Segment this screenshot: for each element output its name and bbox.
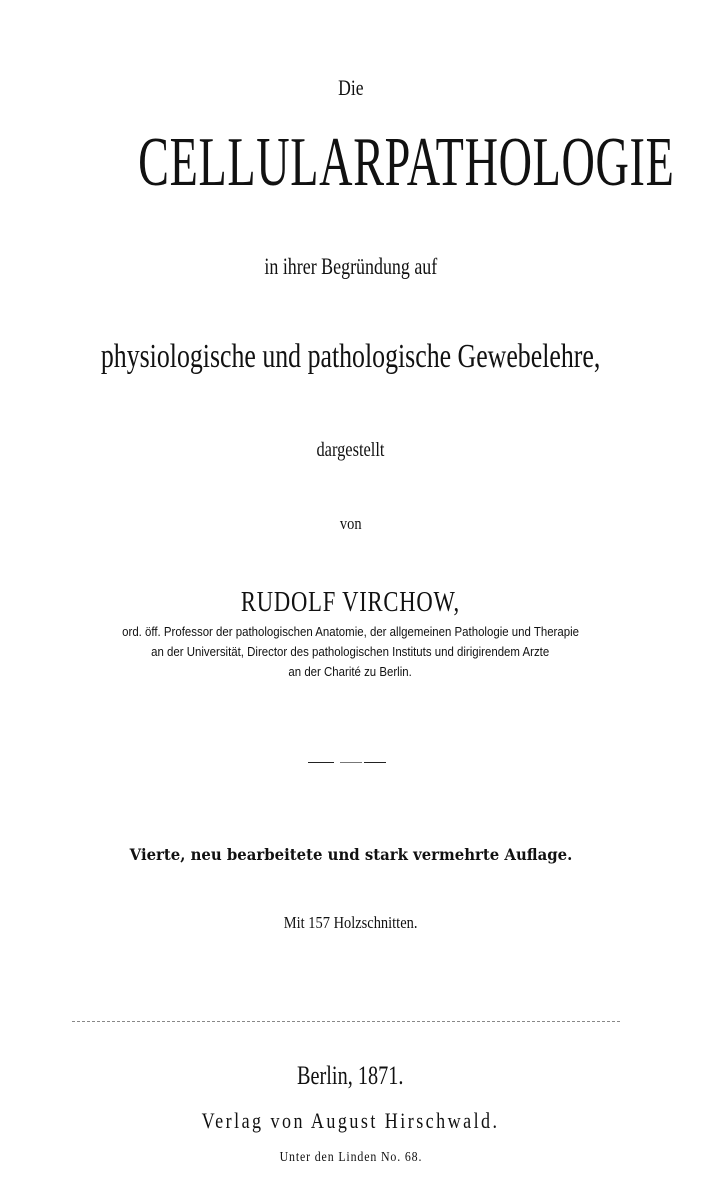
publisher-address: Unter den Linden No. 68. [279,1150,422,1165]
edition-statement: Vierte, neu bearbeitete und stark vermehrte Auflage. [129,845,572,864]
place-and-year: Berlin, 1871. [297,1061,404,1090]
presented-label: dargestellt [316,439,385,461]
ornamental-rule-segment [308,762,334,763]
title-article: Die [337,75,364,100]
subtitle-line-1: in ihrer Begründung auf [264,254,437,279]
publisher: Verlag von August Hirschwald. [201,1108,500,1133]
book-title: CELLULARPATHOLOGIE [138,124,675,201]
author-credential-line: an der Universität, Director des pathologischen Instituts und dirigirendem Arzte [151,644,550,659]
author-credential-line: an der Charité zu Berlin. [288,664,413,679]
illustrations-note: Mit 157 Holzschnitten. [283,913,418,932]
ornamental-rule-segment [340,762,362,763]
by-label: von [339,514,362,533]
author-name: RUDOLF VIRCHOW, [240,586,461,618]
author-credential-line: ord. öff. Professor der pathologischen Anatomie, der allgemeinen Pathologie und Therapie [122,624,579,639]
divider-rule [72,1021,620,1022]
subtitle-line-2: physiologische und pathologische Gewebelehre, [100,338,601,375]
ornamental-rule-segment [364,762,386,763]
